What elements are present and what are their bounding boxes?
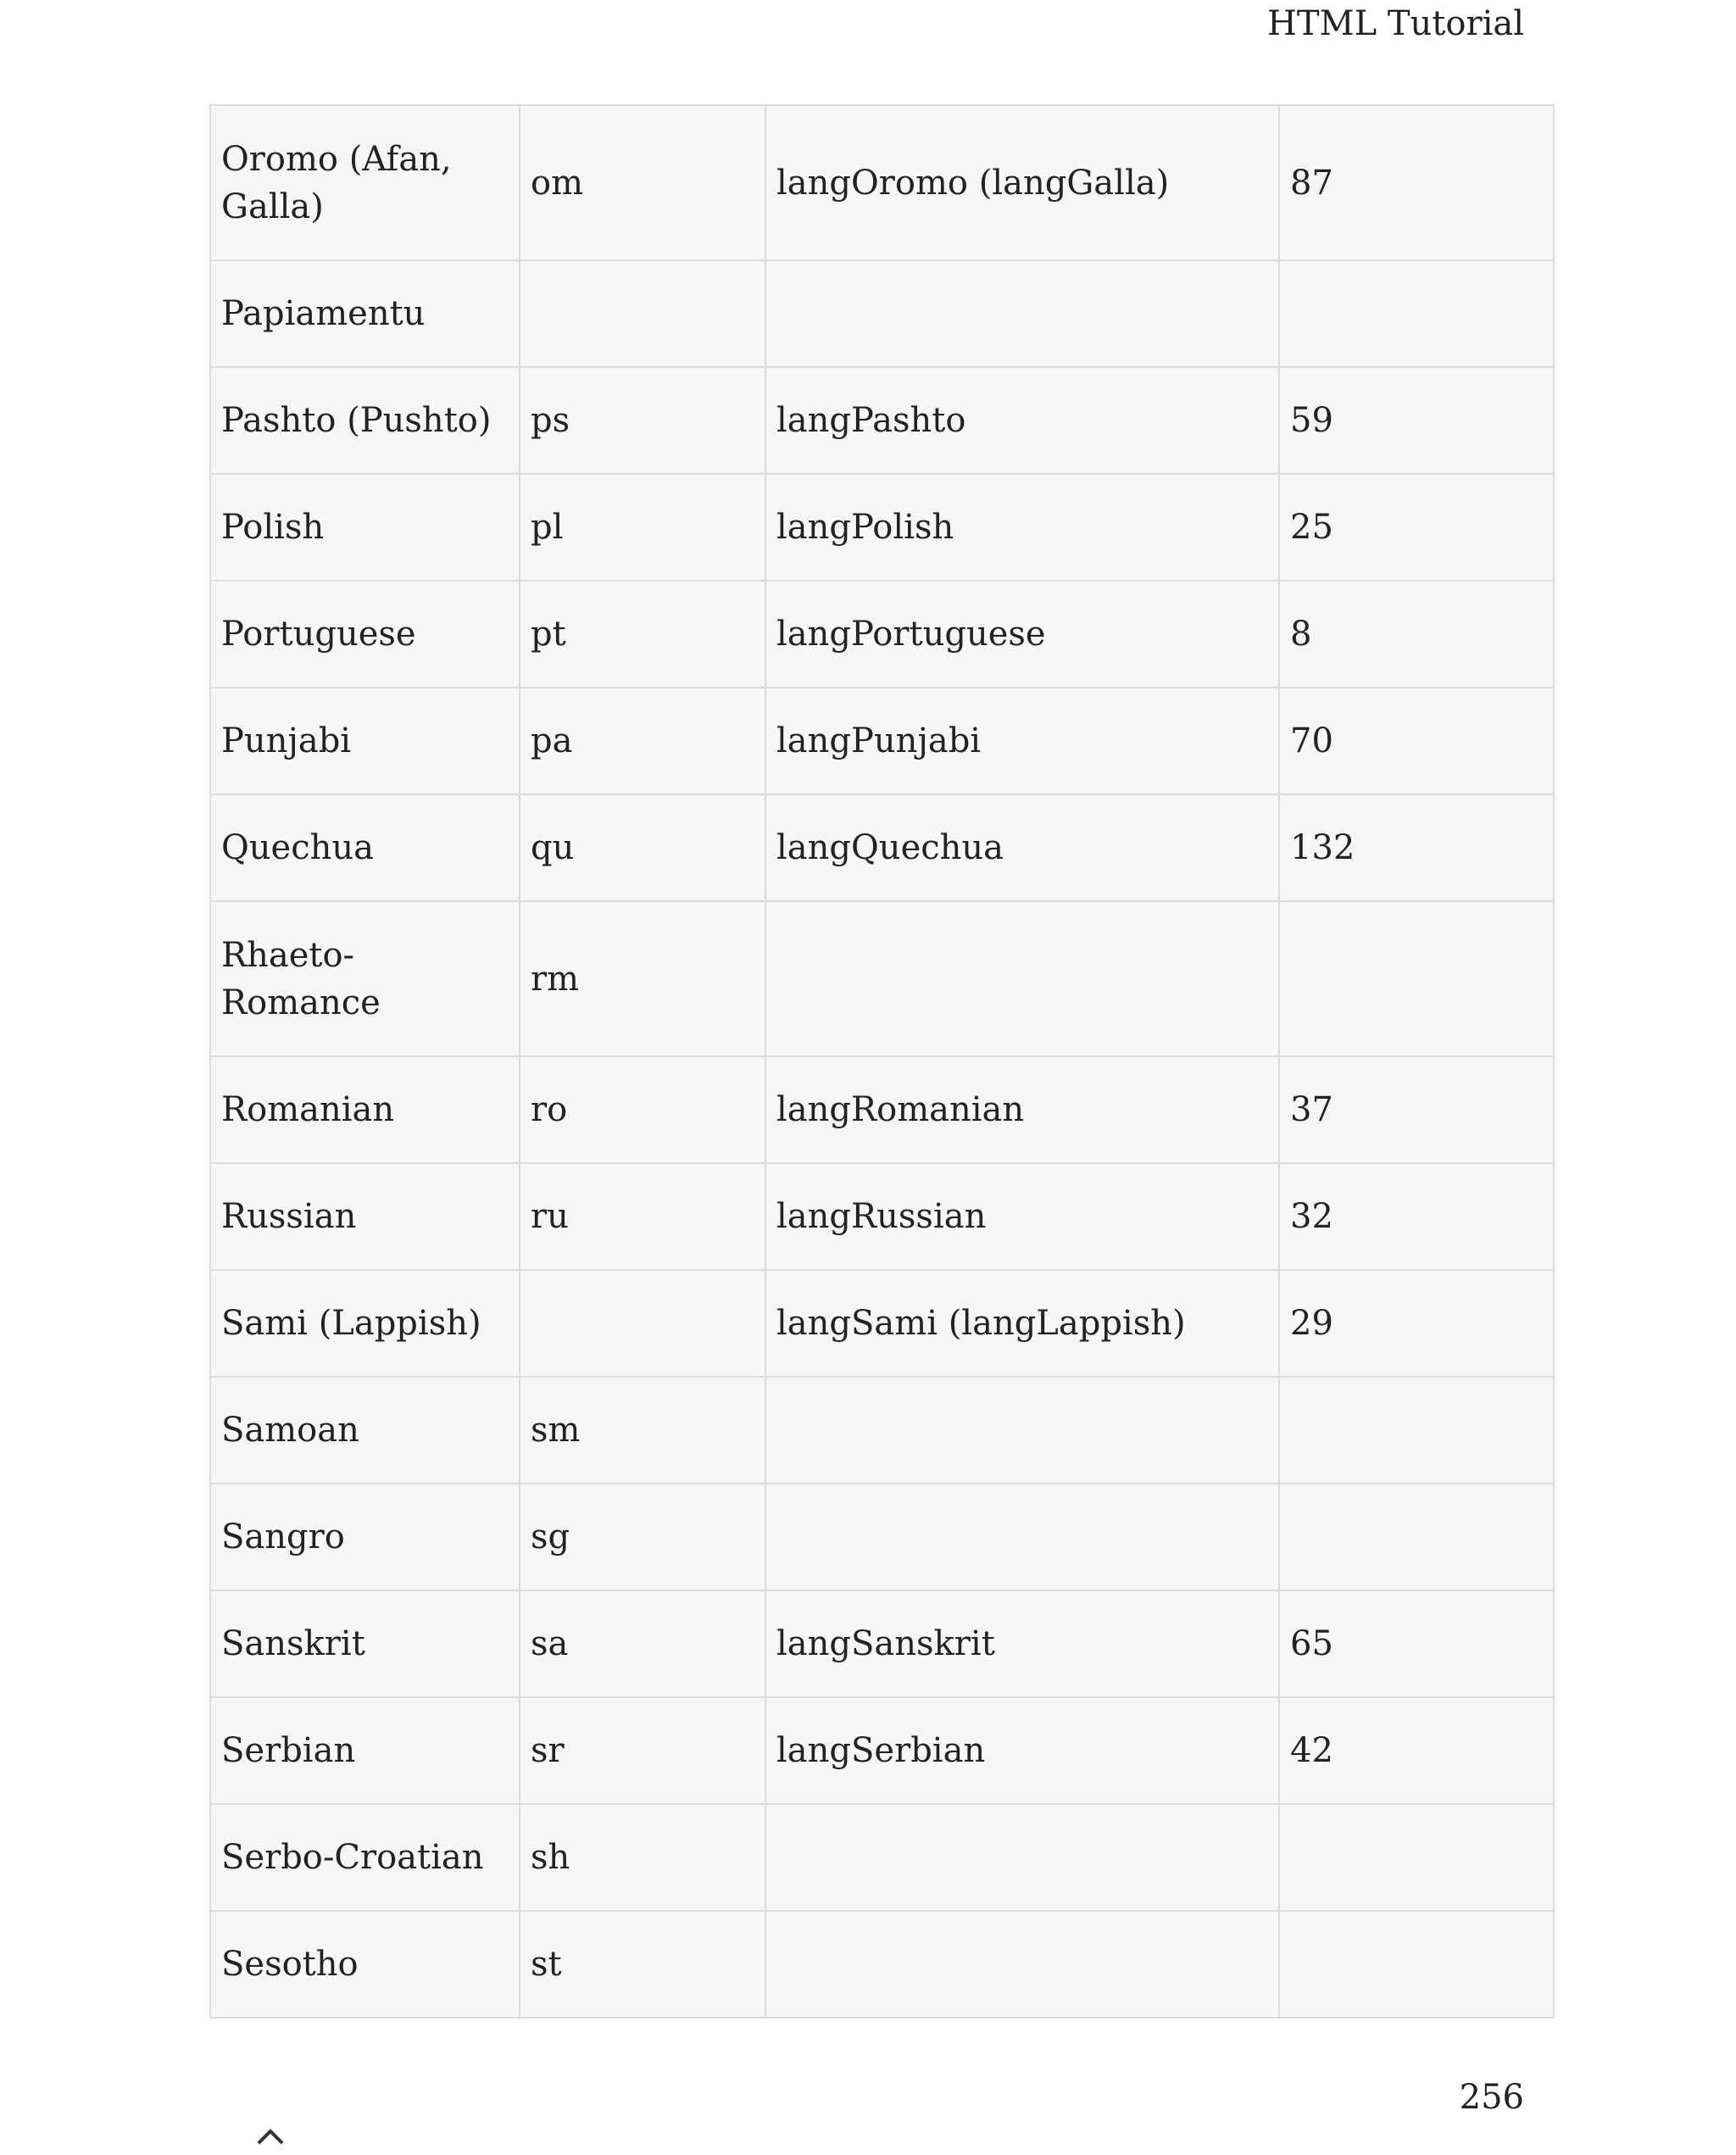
constant-cell: langSami (langLappish): [765, 1270, 1279, 1377]
constant-cell: langSerbian: [765, 1697, 1279, 1804]
constant-cell: langSanskrit: [765, 1590, 1279, 1697]
table-row: [210, 367, 1554, 474]
language-cell: Sesotho: [210, 1911, 520, 2018]
value-cell: 65: [1279, 1590, 1554, 1697]
code-cell: ru: [520, 1163, 765, 1270]
language-cell: Pashto (Pushto): [210, 367, 520, 474]
code-cell: [520, 260, 765, 367]
table-row: [210, 1804, 1554, 1911]
value-cell: [1279, 1911, 1554, 2018]
constant-cell: langRussian: [765, 1163, 1279, 1270]
constant-cell: [765, 1484, 1279, 1590]
language-cell: Romanian: [210, 1056, 520, 1163]
constant-cell: [765, 1377, 1279, 1484]
constant-cell: langPolish: [765, 474, 1279, 581]
value-cell: [1279, 1804, 1554, 1911]
code-cell: ro: [520, 1056, 765, 1163]
value-cell: 25: [1279, 474, 1554, 581]
code-cell: [520, 1270, 765, 1377]
chevron-up-icon[interactable]: [256, 2126, 285, 2155]
language-cell: Samoan: [210, 1377, 520, 1484]
table-row: [210, 901, 1554, 1056]
constant-cell: [765, 260, 1279, 367]
value-cell: [1279, 901, 1554, 1056]
value-cell: 42: [1279, 1697, 1554, 1804]
code-cell: sh: [520, 1804, 765, 1911]
language-cell: Sangro: [210, 1484, 520, 1590]
constant-cell: [765, 901, 1279, 1056]
table-row: [210, 688, 1554, 794]
constant-cell: langQuechua: [765, 794, 1279, 901]
code-cell: sr: [520, 1697, 765, 1804]
table-row: [210, 1590, 1554, 1697]
value-cell: 8: [1279, 581, 1554, 688]
constant-cell: langPortuguese: [765, 581, 1279, 688]
language-cell: Quechua: [210, 794, 520, 901]
code-cell: sm: [520, 1377, 765, 1484]
constant-cell: langOromo (langGalla): [765, 105, 1279, 260]
value-cell: 32: [1279, 1163, 1554, 1270]
table-row: [210, 581, 1554, 688]
table-row: [210, 794, 1554, 901]
language-cell: Punjabi: [210, 688, 520, 794]
code-cell: sg: [520, 1484, 765, 1590]
language-code-table: [209, 104, 1555, 2019]
code-cell: ps: [520, 367, 765, 474]
table-row: [210, 1163, 1554, 1270]
running-header: HTML Tutorial: [1267, 4, 1524, 43]
language-cell: Sami (Lappish): [210, 1270, 520, 1377]
language-cell: Sanskrit: [210, 1590, 520, 1697]
code-cell: pt: [520, 581, 765, 688]
table-row: [210, 1056, 1554, 1163]
language-cell: Serbo-Croatian: [210, 1804, 520, 1911]
value-cell: [1279, 260, 1554, 367]
page-number: 256: [1459, 2078, 1524, 2117]
table-row: [210, 1377, 1554, 1484]
language-cell: Papiamentu: [210, 260, 520, 367]
language-cell: Serbian: [210, 1697, 520, 1804]
table-row: [210, 105, 1554, 260]
table-row: [210, 260, 1554, 367]
table-row: [210, 1270, 1554, 1377]
language-cell: Rhaeto-Romance: [210, 901, 520, 1056]
code-cell: rm: [520, 901, 765, 1056]
code-cell: qu: [520, 794, 765, 901]
code-cell: sa: [520, 1590, 765, 1697]
table-row: [210, 1484, 1554, 1590]
value-cell: 37: [1279, 1056, 1554, 1163]
value-cell: [1279, 1484, 1554, 1590]
constant-cell: langRomanian: [765, 1056, 1279, 1163]
constant-cell: langPashto: [765, 367, 1279, 474]
value-cell: [1279, 1377, 1554, 1484]
code-cell: pa: [520, 688, 765, 794]
table-row: [210, 1911, 1554, 2018]
value-cell: 29: [1279, 1270, 1554, 1377]
value-cell: 87: [1279, 105, 1554, 260]
constant-cell: langPunjabi: [765, 688, 1279, 794]
table-body: [210, 105, 1554, 2018]
table-row: [210, 474, 1554, 581]
language-cell: Polish: [210, 474, 520, 581]
code-cell: om: [520, 105, 765, 260]
value-cell: 132: [1279, 794, 1554, 901]
language-cell: Portuguese: [210, 581, 520, 688]
value-cell: 59: [1279, 367, 1554, 474]
code-cell: st: [520, 1911, 765, 2018]
value-cell: 70: [1279, 688, 1554, 794]
table-row: [210, 1697, 1554, 1804]
constant-cell: [765, 1804, 1279, 1911]
language-cell: Oromo (Afan, Galla): [210, 105, 520, 260]
language-cell: Russian: [210, 1163, 520, 1270]
code-cell: pl: [520, 474, 765, 581]
constant-cell: [765, 1911, 1279, 2018]
